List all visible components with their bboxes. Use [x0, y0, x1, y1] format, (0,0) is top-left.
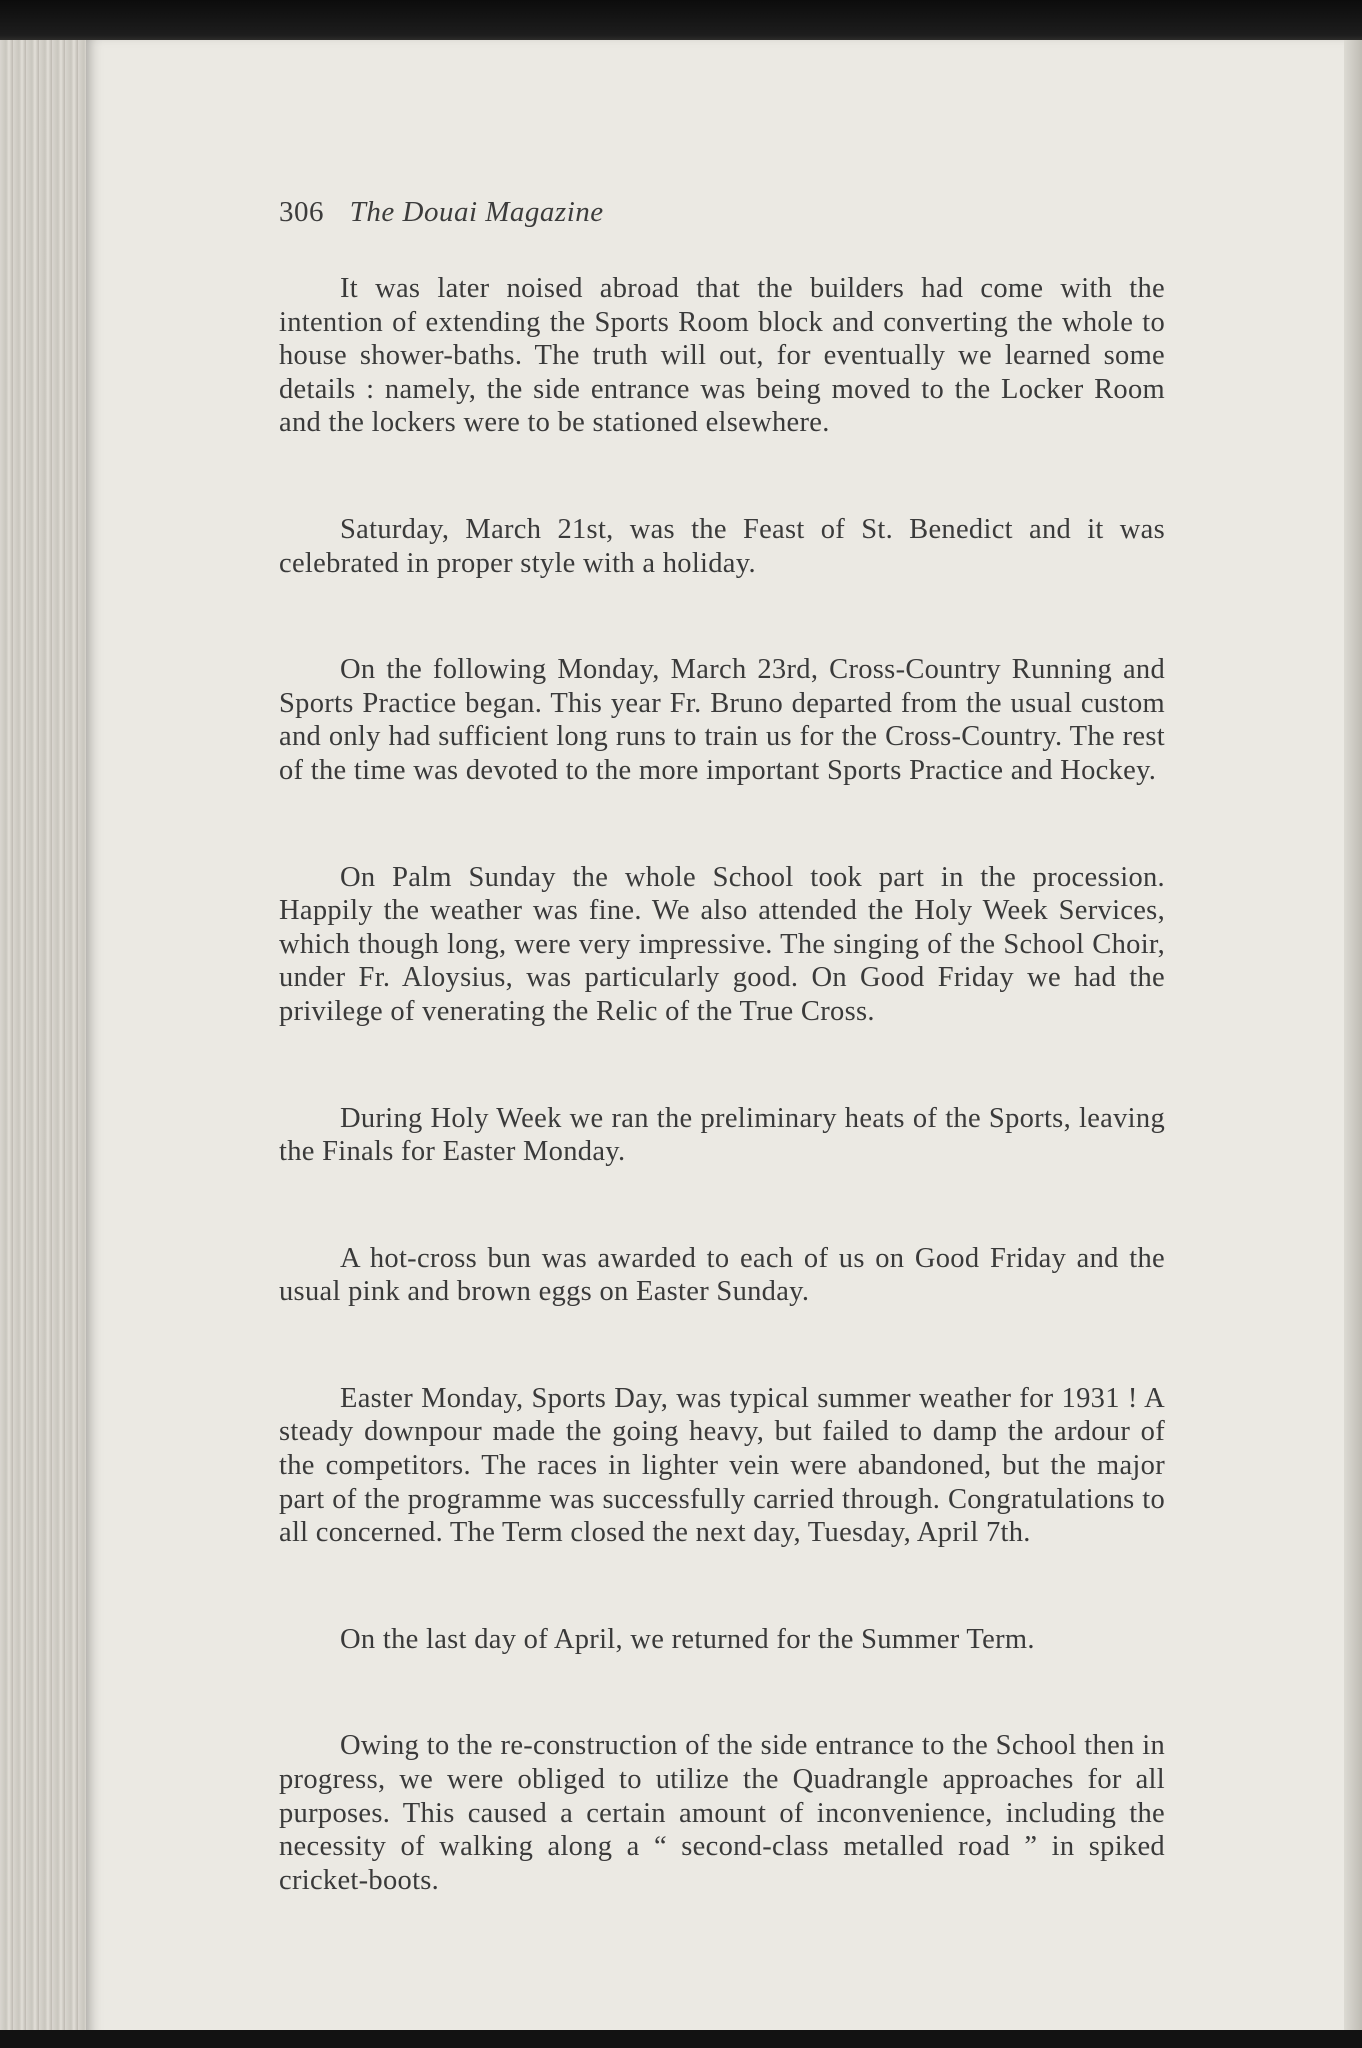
- paragraph: During Holy Week we ran the preliminary heats of the Sports, leaving the Finals for Easter Monday.: [279, 1102, 1165, 1168]
- paragraph: Saturday, March 21st, was the Feast of St. Benedict and it was celebrated in proper style with a holiday.: [279, 513, 1165, 579]
- paragraph: Owing to the re-construction of the side entrance to the School then in progress, we were obliged to utilize the Quadrangle approaches for all purposes. This caused a certain amount of inconvenience, including the necessity of walking along a “ second-class metalled road ” in spiked cricket-boots.: [279, 1730, 1165, 1896]
- running-header: [279, 196, 604, 229]
- paragraph: It was later noised abroad that the builders had come with the intention of extending the Sports Room block and converting the whole to house shower-baths. The truth will out, for eventually we learned some details : namely, the side entrance was being moved to the Locker Room and the lockers were to be stationed elsewhere.: [279, 273, 1165, 439]
- article-body: [279, 272, 1165, 1970]
- page-stack-edges: [0, 40, 90, 2030]
- page-number: 306: [279, 196, 324, 228]
- paragraph: Easter Monday, Sports Day, was typical summer weather for 1931 ! A steady downpour made the going heavy, but failed to damp the ardour of the competitors. The races in lighter vein were abandoned, but the major part of the programme was successfully carried through. Congratulations to all concerned. The Term closed the next day, Tuesday, April 7th.: [279, 1382, 1165, 1549]
- paragraph: On the following Monday, March 23rd, Cross-Country Running and Sports Practice began. This year Fr. Bruno departed from the usual custom and only had sufficient long runs to train us for the Cross-Country. The rest of the time was devoted to the more important Sports Practice and Hockey.: [279, 654, 1165, 786]
- paragraph: A hot-cross bun was awarded to each of us on Good Friday and the usual pink and brown eggs on Easter Sunday.: [279, 1242, 1165, 1308]
- paragraph: On the last day of April, we returned for the Summer Term.: [340, 1623, 1035, 1655]
- book-top-edge: [0, 0, 1362, 44]
- paragraph: On Palm Sunday the whole School took part in the procession. Happily the weather was fine. We also attended the Holy Week Services, which though long, were very impressive. The singing of the School Choir, under Fr. Aloysius, was particularly good. On Good Friday we had the privilege of venerating the Relic of the True Cross.: [279, 861, 1165, 1027]
- book-bottom-edge: [0, 2030, 1362, 2048]
- page-right-edge: [1344, 40, 1362, 2038]
- magazine-title: The Douai Magazine: [349, 196, 604, 228]
